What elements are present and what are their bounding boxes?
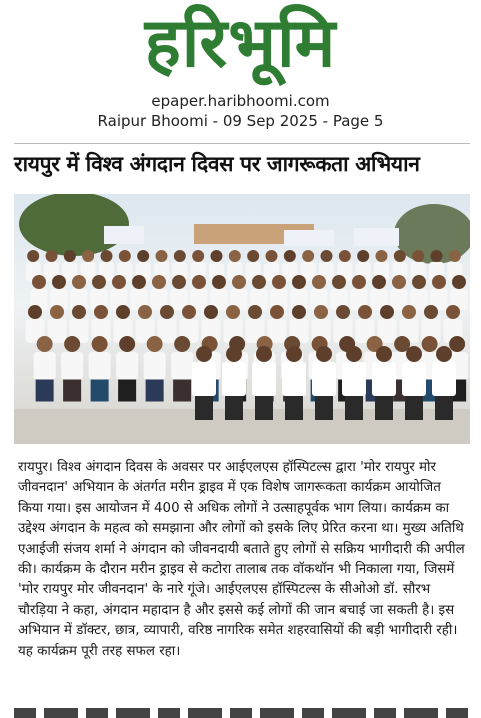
group-photo-illustration xyxy=(14,194,470,444)
newspaper-logo: हरिभूमि xyxy=(144,4,337,83)
article-headline: रायपुर में विश्व अंगदान दिवस पर जागरूकता अभियान xyxy=(14,152,420,176)
source-url[interactable]: epaper.haribhoomi.com xyxy=(151,92,330,110)
edition-line: Raipur Bhoomi - 09 Sep 2025 - Page 5 xyxy=(97,112,384,130)
next-article-headline-cropped xyxy=(14,708,470,718)
group-photo xyxy=(14,194,470,444)
article-body xyxy=(18,458,468,662)
divider xyxy=(14,143,470,144)
article-body-paragraph: रायपुर। विश्व अंगदान दिवस के अवसर पर आईएलएस हॉस्पिटल्स द्वारा 'मोर रायपुर मोर जीवनदान' अभियान के अंतर्गत मरीन ड्राइव में एक विशेष जागरूकता कार्यक्रम आयोजित किया गया। इस आयोजन में 400 से अधिक लोगों ने उत्साहपूर्वक भाग लिया। कार्यक्रम का उद्देश्य अंगदान के महत्व को समझाना और लोगों को इसके लिए प्रेरित करना था। मुख्य अतिथि एआईजी संजय शर्मा ने अंगदान को जीवनदायी बताते हुए लोगों से सक्रिय भागीदारी की अपील की। कार्यक्रम के दौरान मरीन ड्राइव से कटोरा तालाब तक वॉकथॉन भी निकाला गया, जिसमें 'मोर रायपुर मोर जीवनदान' के नारे गूंजे। आईएलएस हॉस्पिटल्स के सीओओ डॉ. सौरभ चौरड़िया ने कहा, अंगदान महादान है और इससे कई लोगों की जान बचाई जा सकती है। इस अभियान में डॉक्टर, छात्र, व्यापारी, वरिष्ठ नागरिक समेत शहरवासियों की बड़ी भागीदारी रही। यह कार्यक्रम पूरी तरह सफल रहा। xyxy=(18,460,465,659)
